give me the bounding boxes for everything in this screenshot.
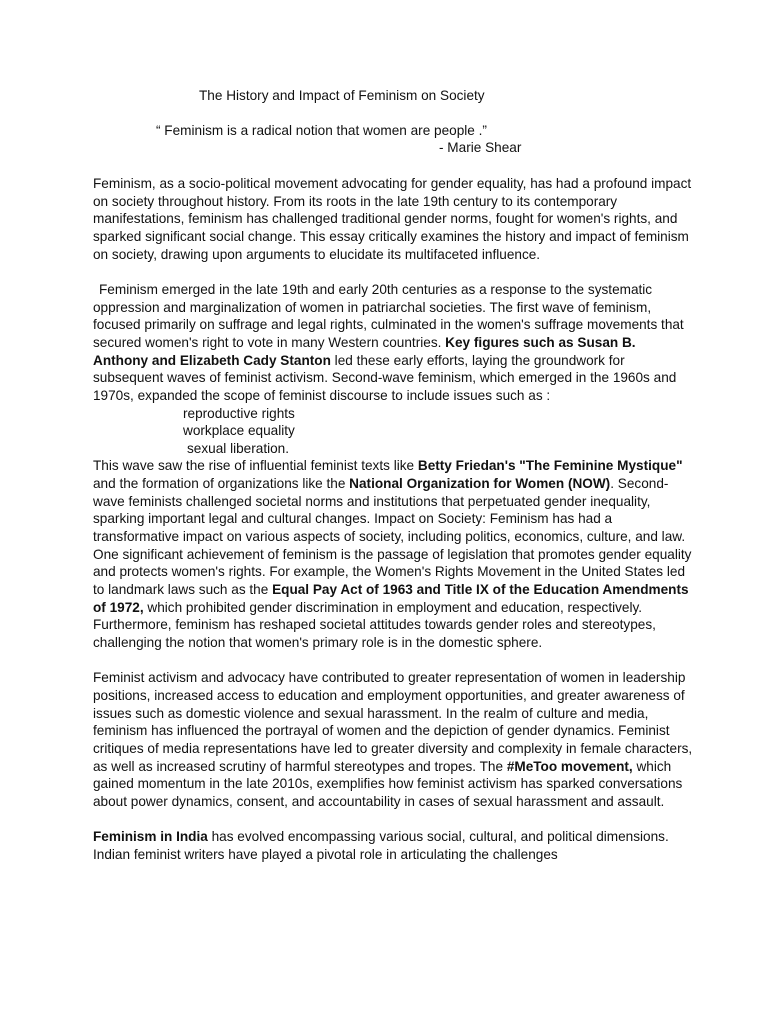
- feminism-in-india-heading: Feminism in India: [93, 829, 208, 845]
- issue-item: sexual liberation.: [187, 440, 290, 456]
- epigraph-attribution: - Marie Shear: [439, 140, 522, 155]
- metoo-reference: #MeToo movement,: [506, 758, 633, 774]
- epigraph-quote: “ Feminism is a radical notion that women are people .”: [156, 123, 487, 138]
- history-key-figures: Key figures such as Susan B. Anthony and Elizabeth Cady Stanton: [93, 334, 636, 368]
- paragraph-history: [93, 281, 693, 405]
- second-wave-text-a: This wave saw the rise of influential feminist texts like: [93, 458, 418, 474]
- history-text-a: Feminism emerged in the late 19th and early 20th centuries as a response to the systematic oppression and marginalization of women in patriarchal societies. The first wave of feminism, focused primarily on suffrage and legal rights, culminated in the women's suffrage movements that secured women's right to vote in many Western countries.: [93, 281, 684, 350]
- history-text-b: led these early efforts, laying the groundwork for subsequent waves of feminist activism. Second-wave feminism, which emerged in the 1960s and 1970s, expanded the scope of feminist discourse to include issues such as :: [93, 352, 677, 403]
- feminine-mystique-reference: Betty Friedan's "The Feminine Mystique": [417, 458, 683, 474]
- issue-item: workplace equality: [183, 423, 295, 439]
- second-wave-text-c: . Second-wave feminists challenged societal norms and institutions that perpetuated gender inequality, sparking important legal and cultural changes. Impact on Society: Feminism has had a transformative impact on various aspects of society, including politics, economics, culture, and law. One significant achievement of feminism is the passage of legislation that promotes gender equality and protects women's rights. For example, the Women's Rights Movement in the United States led to landmark laws such as the: [93, 476, 692, 598]
- activism-text-a: Feminist activism and advocacy have contributed to greater representation of women in leadership positions, increased access to education and employment opportunities, and greater awareness of issues such as domestic violence and sexual harassment. In the realm of culture and media, feminism has influenced the portrayal of women and the depiction of gender dynamics. Feminist critiques of media representations have led to greater diversity and complexity in female characters, as well as increased scrutiny of harmful stereotypes and tropes. The: [93, 670, 693, 774]
- second-wave-text-b: and the formation of organizations like the: [93, 476, 350, 492]
- paragraph-second-wave: [93, 457, 693, 651]
- activism-text-b: which gained momentum in the late 2010s, exemplifies how feminist activism has sparked conversations about power dynamics, consent, and accountability in cases of sexual harassment and assault.: [93, 758, 683, 809]
- paragraph-activism: [93, 669, 693, 810]
- second-wave-text-d: which prohibited gender discrimination in employment and education, respectively. Furthermore, feminism has reshaped societal attitudes towards gender roles and stereotypes, challenging the notion that women's primary role is in the domestic sphere.: [93, 599, 656, 651]
- legislation-reference: Equal Pay Act of 1963 and Title IX of the Education Amendments of 1972,: [93, 582, 689, 615]
- document-body: [93, 175, 693, 864]
- issues-list: [93, 405, 693, 458]
- issue-item: reproductive rights: [183, 405, 295, 421]
- now-organization-reference: National Organization for Women (NOW): [349, 476, 611, 492]
- document-title: The History and Impact of Feminism on Society: [199, 88, 485, 103]
- paragraph-intro: Feminism, as a socio-political movement advocating for gender equality, has had a profound impact on society throughout history. From its roots in the late 19th century to its contemporary manifestations, feminism has challenged traditional gender norms, fought for women's rights, and sparked significant social change. This essay critically examines the history and impact of feminism on society, drawing upon arguments to elucidate its multifaceted influence.: [93, 176, 692, 262]
- paragraph-india: [93, 828, 693, 863]
- india-text: has evolved encompassing various social, cultural, and political dimensions. Indian feminist writers have played a pivotal role in articulating the challenges: [93, 829, 669, 862]
